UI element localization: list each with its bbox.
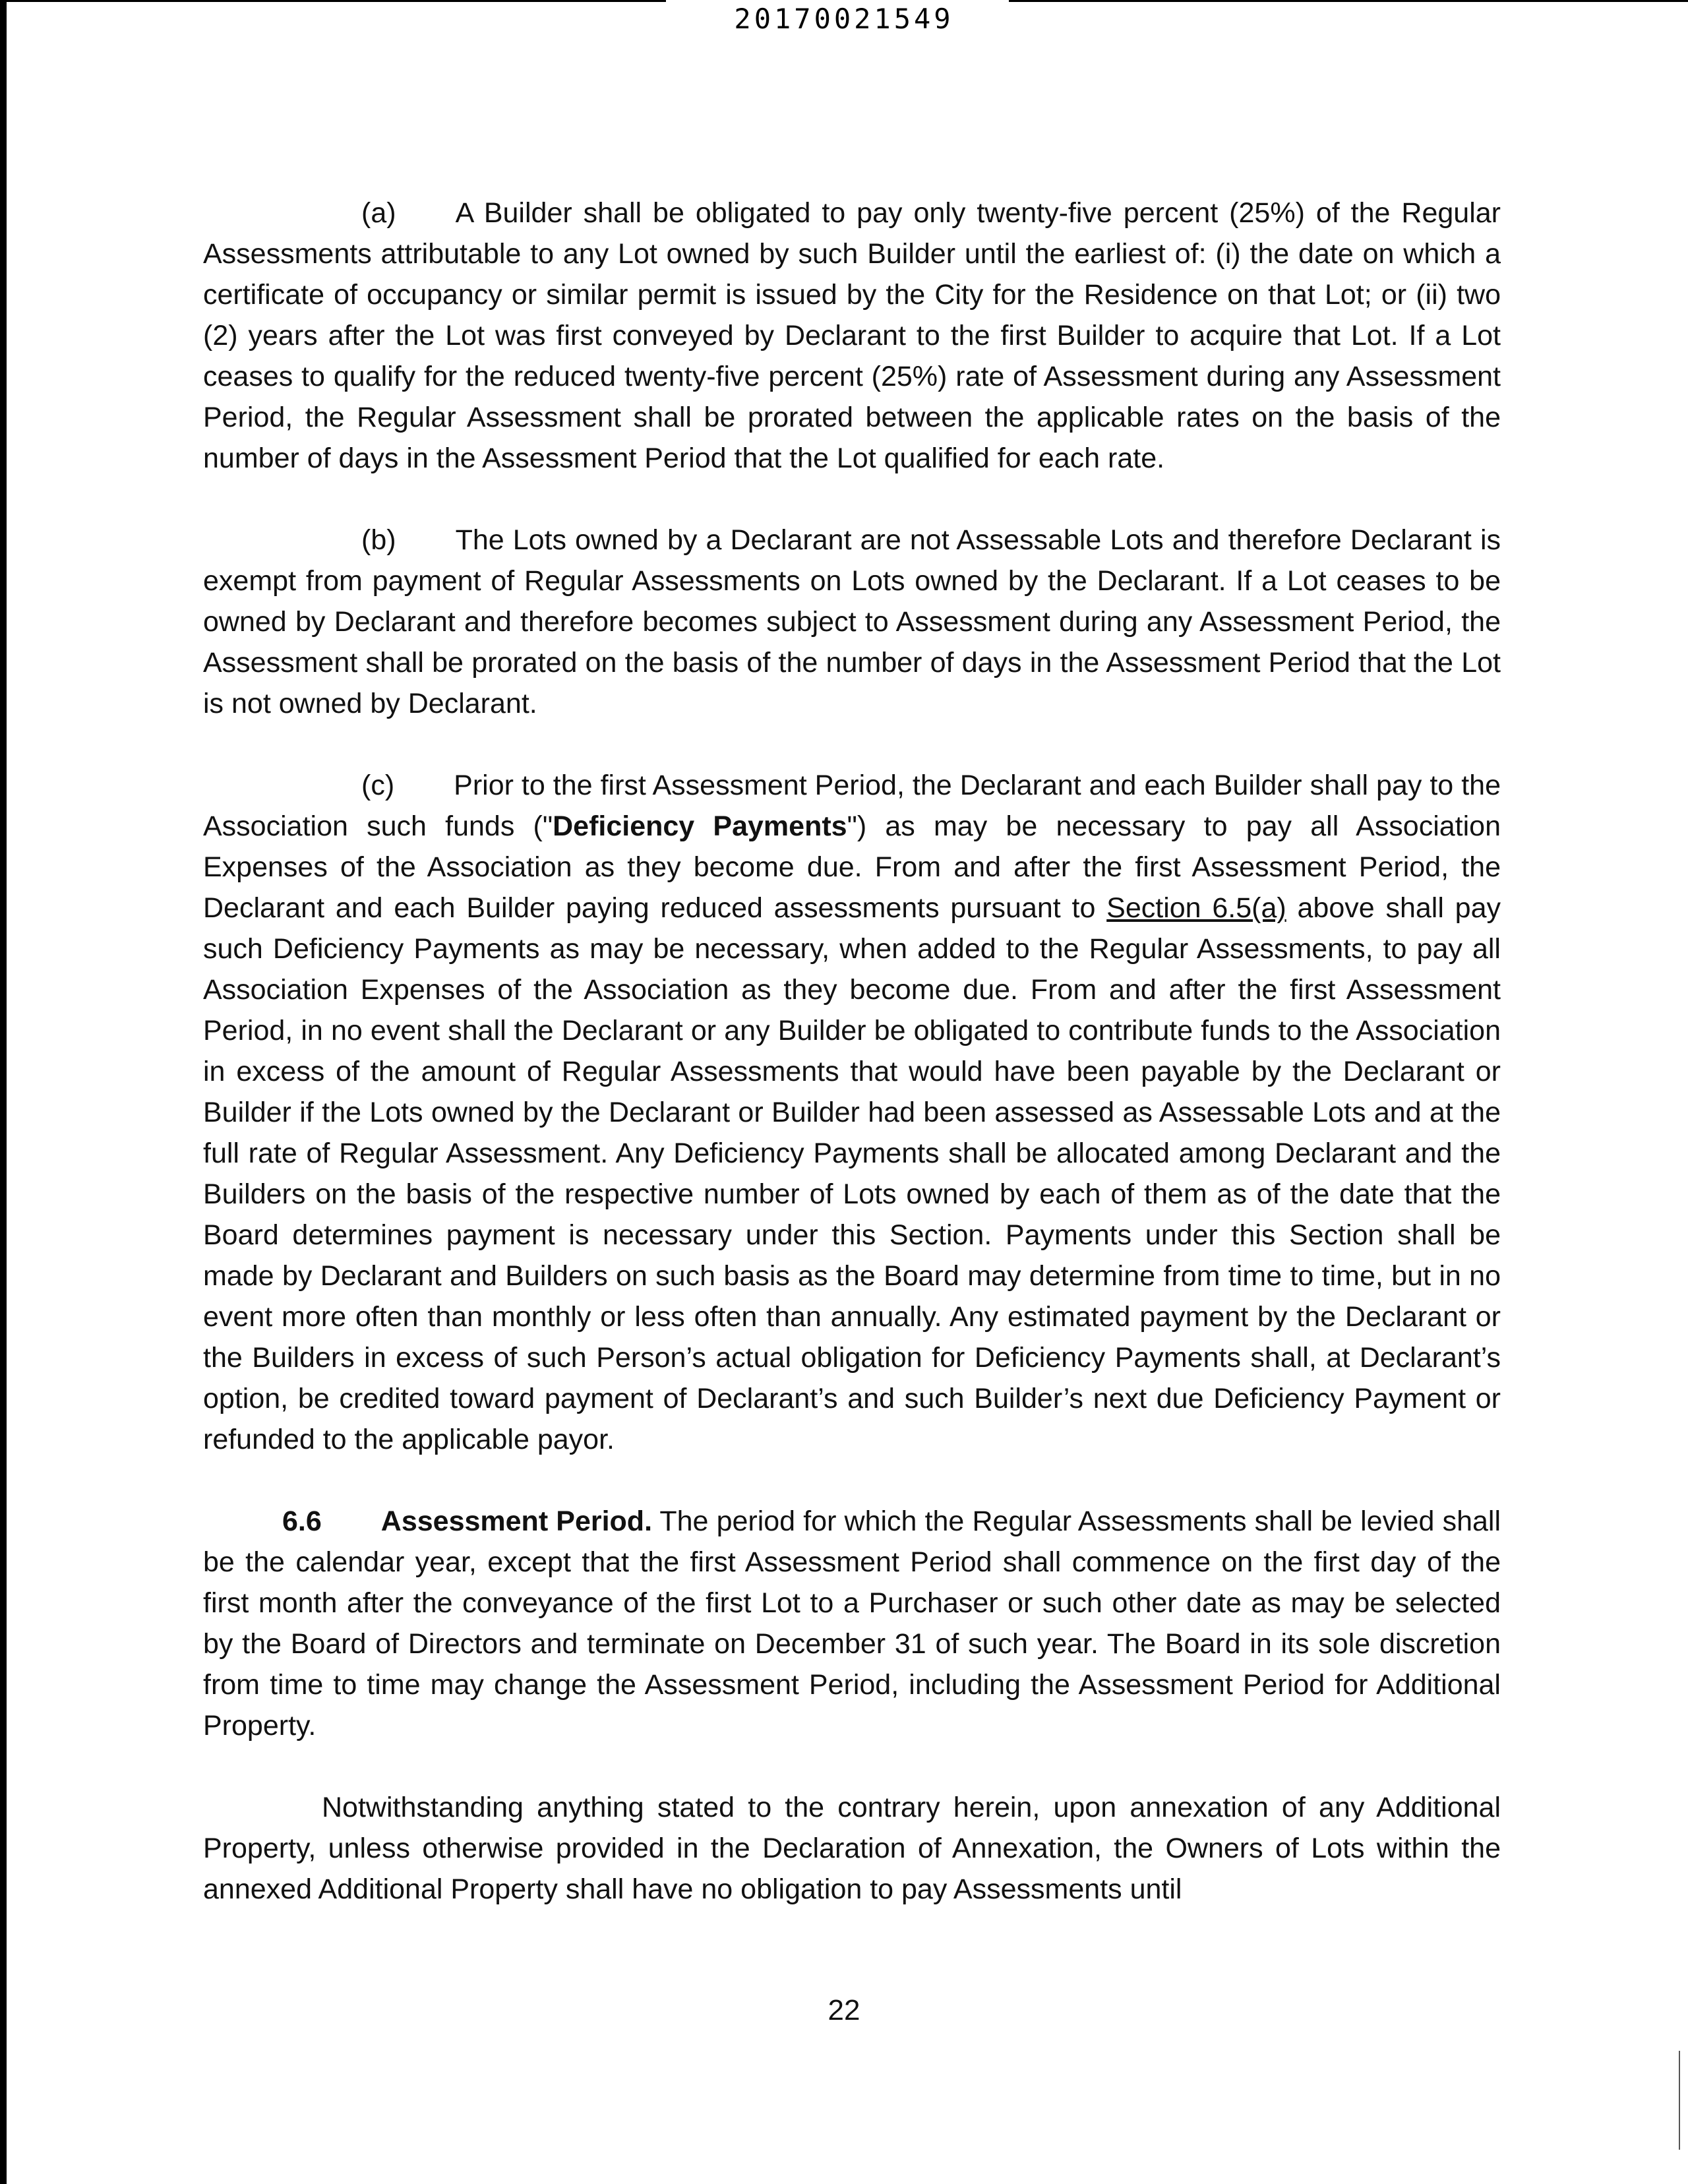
section-6-6-heading: Assessment Period.	[380, 1505, 653, 1537]
scan-left-edge	[0, 0, 7, 2184]
paragraph-c-text-3: above shall pay such Deficiency Payments as may be necessary, when added to the Regular Assessments, to pay all Association Expenses of the Association as they become due. From and after the first Assessment Period, in no event shall the Declarant or any Builder be obligated to contribute funds to the Association in excess of the amount of Regular Assessments that would have been payable by the Declarant or Builder if the Lots owned by the Declarant or Builder had been assessed as Assessable Lots and at the full rate of Regular Assessment. Any Deficiency Payments shall be allocated among Declarant and the Builders on the basis of the respective number of Lots owned by each of them as of the date that the Board determines payment is necessary under this Section. Payments under this Section shall be made by Declarant and Builders on such basis as the Board may determine from time to time, but in no event more often than monthly or less often than annually. Any estimated payment by the Declarant or the Builders in excess of such Person’s actual obligation for Deficiency Payments shall, at Declarant’s option, be credited toward payment of Declarant’s and such Builder’s next due Deficiency Payment or refunded to the applicable payor.	[203, 892, 1501, 1455]
deficiency-payments-term: Deficiency Payments	[553, 810, 847, 842]
page-body	[203, 193, 1501, 1910]
section-6-6-number: 6.6	[282, 1505, 322, 1537]
top-rule-left	[0, 0, 666, 2]
paragraph-c-text-2: ") as may be necessary to pay all Association Expenses of the Association as they become due. From and after the first Assessment Period, the Declarant and each Builder paying reduced assessments pursuant to	[203, 810, 1501, 924]
document-number: 20170021549	[734, 3, 954, 35]
section-6-5a-reference: Section 6.5(a)	[1106, 892, 1286, 924]
paragraph-c-label: (c)	[361, 770, 395, 801]
paragraph-a-label: (a)	[361, 197, 396, 229]
paragraph-b	[203, 520, 1501, 724]
paragraph-b-label: (b)	[361, 524, 396, 556]
top-rule-right	[1009, 0, 1688, 2]
paragraph-a-text: A Builder shall be obligated to pay only twenty-five percent (25%) of the Regular Assessments attributable to any Lot owned by such Builder until the earliest of: (i) the date on which a certificate of occupancy or similar permit is issued by the City for the Residence on that Lot; or (ii) two (2) years after the Lot was first conveyed by Declarant to the first Builder to acquire that Lot. If a Lot ceases to qualify for the reduced twenty-five percent (25%) rate of Assessment during any Assessment Period, the Regular Assessment shall be prorated between the applicable rates on the basis of the number of days in the Assessment Period that the Lot qualified for each rate.	[203, 197, 1501, 474]
scan-right-mark	[1679, 2051, 1680, 2150]
notwithstanding-text: Notwithstanding anything stated to the contrary herein, upon annexation of any Additional Property, unless otherwise provided in the Declaration of Annexation, the Owners of Lots within the annexed Additional Property shall have no obligation to pay Assessments until	[203, 1792, 1501, 1905]
paragraph-b-text: The Lots owned by a Declarant are not Assessable Lots and therefore Declarant is exempt from payment of Regular Assessments on Lots owned by the Declarant. If a Lot ceases to be owned by Declarant and therefore becomes subject to Assessment during any Assessment Period, the Assessment shall be prorated on the basis of the number of days in the Assessment Period that the Lot is not owned by Declarant.	[203, 524, 1501, 719]
section-6-6	[203, 1501, 1501, 1746]
paragraph-c-text-1: Prior to the first Assessment Period, the Declarant and each Builder shall pay to the Association such funds ("	[203, 770, 1501, 842]
notwithstanding-paragraph	[203, 1787, 1501, 1910]
paragraph-c	[203, 765, 1501, 1460]
section-6-6-text: The period for which the Regular Assessments shall be levied shall be the calendar year, except that the first Assessment Period shall commence on the first day of the first month after the conveyance of the first Lot to a Purchaser or such other date as may be selected by the Board of Directors and terminate on December 31 of such year. The Board in its sole discretion from time to time may change the Assessment Period, including the Assessment Period for Additional Property.	[203, 1505, 1501, 1742]
page-number: 22	[828, 1994, 860, 2026]
paragraph-a	[203, 193, 1501, 479]
